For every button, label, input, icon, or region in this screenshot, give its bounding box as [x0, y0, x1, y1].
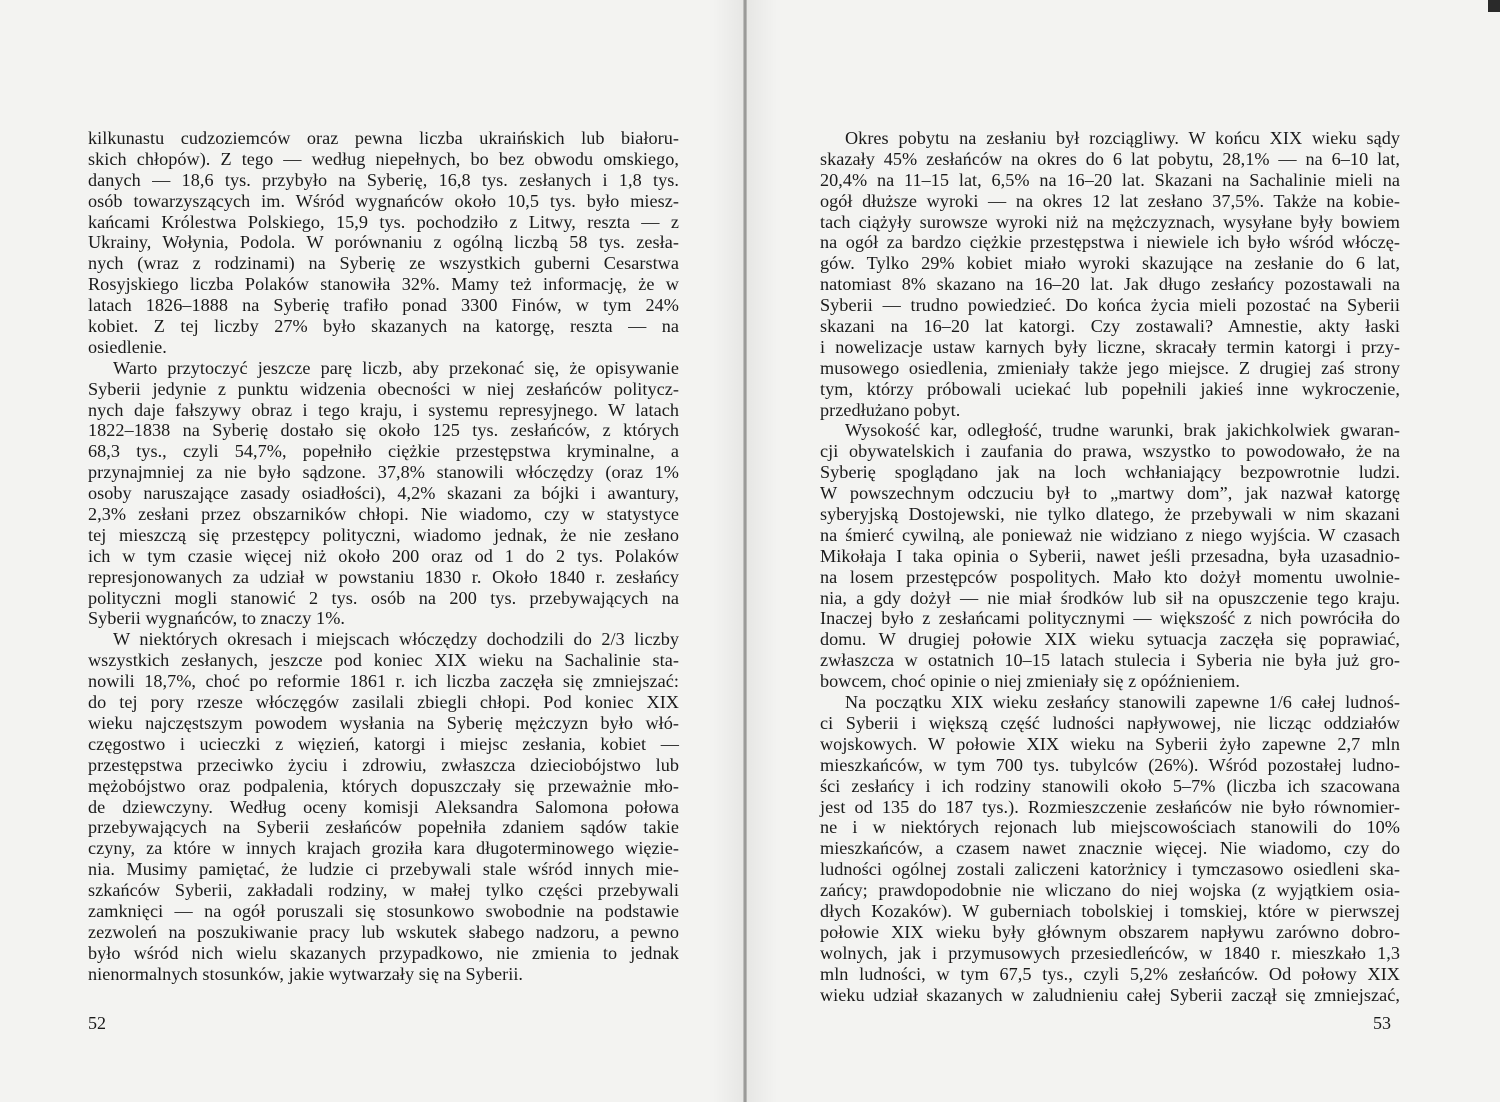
text-line: połowie XIX wieku były głównym obszarem napływu zarówno dobro-: [820, 921, 1400, 942]
left-page: [0, 0, 743, 1102]
text-line: bowcem, choć opinie o niej zmieniały się z opóźnieniem.: [820, 671, 1240, 692]
text-line: Inaczej było z zesłańcami politycznymi — większość z nich powróciła do: [820, 608, 1400, 629]
text-line: tej mieszczą się przestępcy polityczni, wiadomo jednak, że nie zesłano: [88, 524, 679, 545]
text-line: Mikołaja I taka opinia o Syberii, nawet jeśli przesadna, była uzasadnio-: [820, 545, 1400, 566]
text-line: ści zesłańcy i ich rodziny stanowili około 5–7% (liczba ich szacowana: [820, 775, 1400, 796]
text-line: Syberii — trudno powiedzieć. Do końca życia mieli pozostać na Syberii: [820, 295, 1400, 316]
text-line: przebywających na Syberii zesłańców popełniła zdaniem sądów takie: [88, 817, 679, 838]
text-line: wieku udział skazanych w zaludnieniu całej Syberii zaczął się zmniejszać,: [820, 984, 1400, 1005]
text-line: zwłaszcza w ostatnich 10–15 latach stulecia i Syberia nie była już gro-: [820, 650, 1400, 671]
text-line: tym, którzy próbowali uciekać lub popełnili jakieś inne wykroczenie,: [820, 378, 1400, 399]
text-line: nia. Musimy pamiętać, że ludzie ci przebywali stale wśród innych mie-: [88, 859, 679, 880]
text-line: jest od 135 do 187 tys.). Rozmieszczenie zesłańców nie było równomier-: [820, 796, 1400, 817]
text-line: zamknięci — na ogół poruszali się stosunkowo swobodnie na podstawie: [88, 900, 679, 921]
text-line: W powszechnym odczuciu był to „martwy dom”, jak nazwał katorgę: [820, 483, 1400, 504]
text-line: czyny, za które w innych krajach groziła kara długoterminowego więzie-: [88, 838, 679, 859]
page-shadow: [747, 0, 777, 1102]
text-line: Syberię spoglądano jak na loch wchłaniający bezpowrotnie ludzi.: [820, 462, 1400, 483]
text-line: skazani na 16–20 lat katorgi. Czy zostawali? Amnestie, akty łaski: [820, 316, 1400, 337]
text-line: Na początku XIX wieku zesłańcy stanowili zapewne 1/6 całej ludnoś-: [845, 692, 1400, 713]
text-line: latach 1826–1888 na Syberię trafiło ponad 3300 Finów, w tym 24%: [88, 295, 679, 316]
text-line: wszystkich zesłanych, jeszcze pod koniec XIX wieku na Sachalinie sta-: [88, 650, 679, 671]
left-page-number: 52: [88, 1013, 106, 1033]
text-line: osiedlenie.: [88, 336, 167, 357]
text-line: Syberii jedynie z punktu widzenia obecności w niej zesłańców politycz-: [88, 378, 679, 399]
text-line: Rosyjskiego liczba Polaków stanowiła 32%. Mamy też informację, że w: [88, 274, 679, 295]
text-line: było wśród nich wielu skazanych przypadkowo, nie zmienia to jednak: [88, 942, 679, 963]
text-line: nia, a gdy dożył — nie miał środków lub sił na opuszczenie tego kraju.: [820, 587, 1400, 608]
left-page-text: [88, 128, 679, 985]
text-line: dłych Kozaków). W guberniach tobolskiej i tomskiej, które w pierwszej: [820, 900, 1400, 921]
text-line: Warto przytoczyć jeszcze parę liczb, aby przekonać się, że opisywanie: [113, 357, 679, 378]
text-line: do tej pory rzesze włóczęgów zasilali zbiegli chłopi. Pod koniec XIX: [88, 692, 679, 713]
text-line: kobiet. Z tej liczby 27% było skazanych na katorgę, reszta — na: [88, 316, 679, 337]
text-line: 68,3 tys., czyli 54,7%, popełniło ciężkie przestępstwa kryminalne, a: [88, 441, 679, 462]
page-shadow: [713, 0, 743, 1102]
text-line: musowego osiedlenia, zmieniały także jego miejsce. Z drugiej zaś strony: [820, 357, 1400, 378]
text-line: 2,3% zesłani przez obszarników chłopi. Nie wiadomo, czy w statystyce: [88, 504, 679, 525]
text-line: skich chłopów). Z tego — według niepełnych, bo bez obwodu omskiego,: [88, 148, 679, 169]
text-line: osoby naruszające zasady osiadłości), 4,2% skazani za bójki i awantury,: [88, 483, 679, 504]
text-line: nowili 18,7%, choć po reformie 1861 r. ich liczba zaczęła się zmniejszać:: [88, 671, 679, 692]
text-line: wieku najczęstszym powodem wysłania na Syberię mężczyzn było włó-: [88, 712, 679, 733]
text-line: nych (wraz z rodzinami) na Syberię ze wszystkich guberni Cesarstwa: [88, 253, 679, 274]
right-page-text: [820, 128, 1400, 1005]
scan-corner-mark: [1488, 0, 1500, 12]
text-line: i nowelizacje ustaw karnych były liczne, skracały termin katorgi i przy-: [820, 336, 1400, 357]
text-line: Ukrainy, Wołynia, Podola. W porównaniu z ogólną liczbą 58 tys. zesła-: [88, 232, 679, 253]
text-line: polityczni mogli stanowić 2 tys. osób na 200 tys. przebywających na: [88, 587, 679, 608]
text-line: danych — 18,6 tys. przybyło na Syberię, 16,8 tys. zesłanych i 1,8 tys.: [88, 169, 679, 190]
text-line: Okres pobytu na zesłaniu był rozciągliwy. W końcu XIX wieku sądy: [845, 128, 1400, 148]
text-line: de dziewczyny. Według oceny komisji Aleksandra Salomona połowa: [88, 796, 679, 817]
text-line: na losem przestępców pospolitych. Mało kto dożył momentu uwolnie-: [820, 566, 1400, 587]
text-line: ci Syberii i większą część ludności napływowej, nie licząc oddziałów: [820, 712, 1400, 733]
text-line: mieszkańców, w tym 700 tys. tubylców (26%). Wśród pozostałej ludno-: [820, 754, 1400, 775]
text-line: nienormalnych stosunków, jakie wytwarzały się na Syberii.: [88, 963, 524, 984]
text-line: ludności ogólnej zostali zaliczeni katorżnicy i tymczasowo osiedleni ska-: [820, 859, 1400, 880]
text-line: gów. Tylko 29% kobiet miało wyroki skazujące na zesłanie do 6 lat,: [820, 253, 1400, 274]
text-line: Syberii wygnańców, to znaczy 1%.: [88, 608, 345, 629]
text-line: przedłużano pobyt.: [820, 399, 961, 420]
text-line: wojskowych. W połowie XIX wieku na Syberii żyło zapewne 2,7 mln: [820, 733, 1400, 754]
text-line: na śmierć cywilną, ale ponieważ nie widziano z niego wyjścia. W czasach: [820, 524, 1400, 545]
text-line: kańcami Królestwa Polskiego, 15,9 tys. pochodziło z Litwy, reszta — z: [88, 211, 679, 232]
text-line: Wysokość kar, odległość, trudne warunki, brak jakichkolwiek gwaran-: [845, 420, 1400, 441]
text-line: częgostwo i ucieczki z więzień, katorgi i miejsc zesłania, kobiet —: [88, 733, 679, 754]
text-line: przestępstwa przeciwko życiu i zdrowiu, zwłaszcza dzieciobójstwo lub: [88, 754, 679, 775]
text-line: mężobójstwo oraz podpalenia, których dopuszczały się przeważnie mło-: [88, 775, 679, 796]
right-page: [747, 0, 1500, 1102]
text-line: tach ciążyły surowsze wyroki niż na mężczyznach, wysyłane były bowiem: [820, 211, 1400, 232]
text-line: skazały 45% zesłańców na okres do 6 lat pobytu, 28,1% — na 6–10 lat,: [820, 148, 1400, 169]
text-line: osób towarzyszących im. Wśród wygnańców około 10,5 tys. było miesz-: [88, 190, 679, 211]
text-line: represjonowanych za udział w powstaniu 1830 r. Około 1840 r. zesłańcy: [88, 566, 679, 587]
text-line: szkańców Syberii, zakładali rodziny, w małej tylko części przebywali: [88, 880, 679, 901]
right-page-number: 53: [1373, 1013, 1391, 1033]
text-line: wolnych, jak i przymusowych przesiedleńców, w 1840 r. mieszkało 1,3: [820, 942, 1400, 963]
text-line: mieszkańców, a czasem nawet znacznie więcej. Nie wiadomo, czy do: [820, 838, 1400, 859]
text-line: mln ludności, w tym 67,5 tys., czyli 5,2% zesłańców. Od połowy XIX: [820, 963, 1400, 984]
text-line: nych daje fałszywy obraz i tego kraju, i systemu represyjnego. W latach: [88, 399, 679, 420]
text-line: kilkunastu cudzoziemców oraz pewna liczba ukraińskich lub białoru-: [88, 128, 679, 148]
text-line: przynajmniej za nie było sądzone. 37,8% stanowili włóczędzy (oraz 1%: [88, 462, 679, 483]
text-line: W niektórych okresach i miejscach włóczędzy dochodzili do 2/3 liczby: [113, 629, 679, 650]
text-line: 1822–1838 na Syberię dostało się około 125 tys. zesłańców, z których: [88, 420, 679, 441]
text-line: ich w tym czasie więcej niż około 200 oraz od 1 do 2 tys. Polaków: [88, 545, 679, 566]
text-line: natomiast 8% skazano na 16–20 lat. Jak długo zesłańcy pozostawali na: [820, 274, 1400, 295]
text-line: 20,4% na 11–15 lat, 6,5% na 16–20 lat. Skazani na Sachalinie mieli na: [820, 169, 1400, 190]
text-line: syberyjską Dostojewski, nie tylko dlatego, że przebywali w nim skazani: [820, 504, 1400, 525]
text-line: ogół dłuższe wyroki — na okres 12 lat zesłano 37,5%. Także na kobie-: [820, 190, 1400, 211]
text-line: zańcy; prawdopodobnie nie wliczano do niej wojska (z wyjątkiem osia-: [820, 880, 1400, 901]
text-line: ne i w niektórych rejonach lub miejscowościach stanowili do 10%: [820, 817, 1400, 838]
text-line: domu. W drugiej połowie XIX wieku sytuacja zaczęła się poprawiać,: [820, 629, 1400, 650]
text-line: zezwoleń na poszukiwanie pracy lub wskutek słabego nadzoru, a pewno: [88, 921, 679, 942]
text-line: cji obywatelskich i zaufania do prawa, wszystko to powodowało, że na: [820, 441, 1400, 462]
text-line: na ogół za bardzo ciężkie przestępstwa i niewiele ich było wśród włóczę-: [820, 232, 1400, 253]
